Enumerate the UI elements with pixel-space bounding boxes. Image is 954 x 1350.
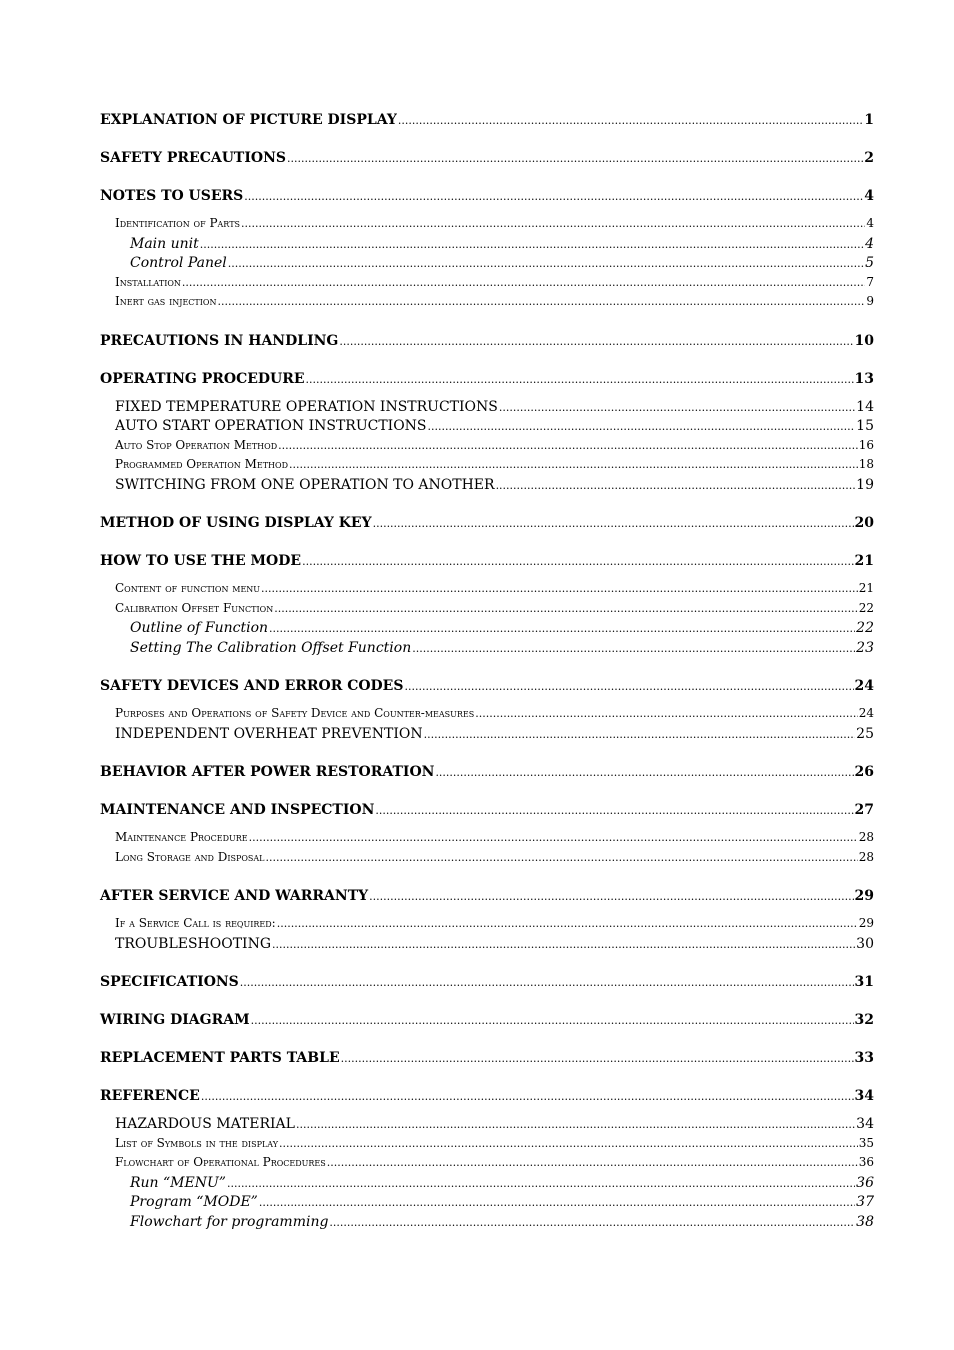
toc-entry-programmed[interactable] (100, 457, 874, 477)
dot-leader (296, 1118, 855, 1131)
toc-entry-title: Long Storage and Disposal (115, 849, 265, 864)
toc-entry-page: 37 (856, 1194, 874, 1210)
toc-entry-page: 32 (854, 1012, 874, 1028)
toc-entry-page: 33 (854, 1050, 874, 1066)
toc-entry-fixed-temperature[interactable] (100, 399, 874, 419)
dot-leader (274, 602, 858, 615)
toc-entry-page: 13 (854, 370, 874, 387)
dot-leader (499, 401, 855, 414)
dot-leader (244, 190, 863, 203)
toc-entry-page: 28 (858, 849, 874, 864)
toc-entry-page: 16 (858, 437, 874, 452)
toc-entry-run-menu[interactable] (100, 1175, 874, 1195)
toc-entry-title: Content of function menu (115, 581, 261, 595)
toc-entry-title: SAFETY DEVICES AND ERROR CODES (100, 678, 404, 694)
toc-entry-title: Purposes and Operations of Safety Device and Counter-measures (115, 706, 475, 720)
toc-entry-title: HAZARDOUS MATERIAL (115, 1116, 295, 1132)
toc-entry-title: Run “MENU” (130, 1174, 226, 1191)
toc-entry-page: 25 (856, 725, 874, 742)
toc-entry-title: REFERENCE (100, 1088, 200, 1104)
toc-entry-hazardous[interactable] (100, 1116, 874, 1136)
dot-leader (424, 728, 856, 741)
toc-entry-overheat[interactable] (100, 726, 874, 746)
toc-entry-reference[interactable] (100, 1088, 874, 1107)
toc-entry-replacement[interactable] (100, 1050, 874, 1069)
toc-entry-page: 4 (864, 188, 874, 204)
toc-entry-page: 22 (858, 600, 874, 615)
toc-entry-title: List of Symbols in the display (115, 1135, 278, 1150)
toc-entry-page: 21 (854, 553, 874, 569)
toc-entry-title: Flowchart for programming (130, 1213, 329, 1230)
toc-entry-page: 24 (858, 706, 874, 720)
toc-entry-maint-procedure[interactable] (100, 830, 874, 850)
toc-entry-page: 19 (856, 476, 874, 493)
dot-leader (496, 479, 856, 492)
dot-leader (398, 114, 863, 127)
toc-entry-page: 15 (856, 418, 874, 434)
toc-entry-page: 26 (854, 764, 874, 780)
dot-leader (217, 295, 865, 308)
dot-leader (228, 257, 864, 270)
toc-entry-title: AFTER SERVICE AND WARRANTY (100, 888, 369, 904)
dot-leader (341, 1052, 854, 1065)
toc-entry-page: 34 (856, 1116, 874, 1132)
toc-entry-title: REPLACEMENT PARTS TABLE (100, 1050, 340, 1066)
toc-entry-title: If a Service Call is required: (115, 916, 276, 930)
toc-entry-safety-devices[interactable] (100, 678, 874, 697)
toc-entry-page: 28 (858, 830, 874, 844)
toc-entry-title: Inert gas injection (115, 294, 217, 308)
toc-entry-wiring[interactable] (100, 1012, 874, 1031)
toc-entry-page: 24 (854, 678, 874, 694)
toc-entry-setting-calibration[interactable] (100, 640, 874, 660)
dot-leader (287, 152, 863, 165)
toc-entry-title: WIRING DIAGRAM (100, 1012, 250, 1028)
toc-entry-title: Calibration Offset Function (115, 600, 274, 615)
toc-entry-title: Installation (115, 274, 181, 289)
toc-entry-program-mode[interactable] (100, 1194, 874, 1214)
table-of-contents (100, 112, 874, 1233)
dot-leader (227, 1177, 855, 1190)
toc-entry-title: AUTO START OPERATION INSTRUCTIONS (115, 418, 427, 434)
toc-entry-page: 30 (856, 935, 874, 952)
dot-leader (259, 1196, 855, 1209)
toc-entry-page: 36 (858, 1155, 874, 1169)
dot-leader (261, 582, 858, 595)
toc-entry-page: 1 (864, 112, 874, 128)
toc-entry-title: OPERATING PROCEDURE (100, 370, 305, 387)
toc-entry-title: Auto Stop Operation Method (115, 437, 278, 452)
dot-leader (251, 1014, 854, 1027)
dot-leader (201, 1090, 854, 1103)
toc-entry-title: Flowchart of Operational Procedures (115, 1155, 326, 1169)
toc-entry-page: 10 (854, 332, 874, 349)
dot-leader (306, 373, 854, 386)
dot-leader (412, 642, 855, 655)
toc-entry-maintenance[interactable] (100, 802, 874, 821)
toc-entry-long-storage[interactable] (100, 850, 874, 870)
toc-entry-notes[interactable] (100, 188, 874, 207)
dot-leader (404, 680, 853, 693)
dot-leader (200, 238, 864, 251)
toc-entry-title: Control Panel (130, 255, 227, 271)
dot-leader (278, 439, 858, 452)
toc-entry-how-mode[interactable] (100, 553, 874, 572)
toc-entry-title: Program “MODE” (130, 1194, 258, 1210)
toc-entry-page: 14 (856, 398, 874, 415)
toc-entry-calibration[interactable] (100, 601, 874, 621)
toc-entry-page: 35 (858, 1135, 874, 1150)
toc-entry-identification[interactable] (100, 216, 874, 236)
dot-leader (327, 1156, 858, 1169)
dot-leader (182, 276, 865, 289)
toc-entry-title: EXPLANATION OF PICTURE DISPLAY (100, 112, 397, 128)
toc-entry-troubleshooting[interactable] (100, 936, 874, 956)
toc-entry-title: METHOD OF USING DISPLAY KEY (100, 515, 372, 531)
toc-entry-title: FIXED TEMPERATURE OPERATION INSTRUCTIONS (115, 398, 498, 415)
toc-entry-page: 9 (866, 294, 874, 308)
toc-entry-page: 27 (854, 802, 874, 818)
toc-entry-control-panel[interactable] (100, 255, 874, 275)
dot-leader (279, 1137, 858, 1150)
toc-entry-title: SPECIFICATIONS (100, 974, 239, 990)
dot-leader (277, 917, 858, 930)
toc-entry-page: 31 (854, 974, 874, 990)
toc-entry-behavior[interactable] (100, 764, 874, 783)
toc-entry-page: 23 (856, 639, 874, 656)
toc-entry-explanation[interactable] (100, 112, 874, 131)
dot-leader (269, 622, 855, 635)
toc-entry-main-unit[interactable] (100, 236, 874, 256)
toc-entry-page: 29 (854, 888, 874, 904)
toc-entry-symbols[interactable] (100, 1136, 874, 1156)
toc-entry-title: Setting The Calibration Offset Function (130, 639, 412, 656)
toc-entry-page: 2 (864, 150, 874, 166)
toc-entry-after-service[interactable] (100, 888, 874, 907)
toc-entry-title: PRECAUTIONS IN HANDLING (100, 332, 339, 349)
toc-entry-flowchart-ops[interactable] (100, 1155, 874, 1175)
toc-entry-page: 7 (866, 274, 874, 289)
toc-entry-title: HOW TO USE THE MODE (100, 553, 302, 569)
toc-entry-switching[interactable] (100, 477, 874, 497)
toc-entry-purposes[interactable] (100, 706, 874, 726)
toc-entry-precautions-handling[interactable] (100, 333, 874, 352)
toc-entry-title: NOTES TO USERS (100, 188, 244, 204)
dot-leader (289, 458, 858, 471)
dot-leader (265, 851, 857, 864)
toc-entry-page: 22 (856, 620, 874, 636)
toc-entry-title: MAINTENANCE AND INSPECTION (100, 802, 375, 818)
dot-leader (475, 707, 858, 720)
toc-entry-page: 29 (858, 916, 874, 930)
toc-entry-page: 34 (854, 1088, 874, 1104)
dot-leader (428, 420, 856, 433)
dot-leader (241, 217, 865, 230)
toc-entry-title: Outline of Function (130, 620, 269, 636)
toc-entry-auto-stop[interactable] (100, 438, 874, 458)
toc-entry-page: 4 (865, 235, 874, 252)
dot-leader (373, 517, 854, 530)
toc-entry-title: Maintenance Procedure (115, 830, 248, 844)
toc-entry-title: TROUBLESHOOTING (115, 935, 272, 952)
toc-entry-title: Identification of Parts (115, 216, 241, 230)
toc-entry-page: 20 (854, 515, 874, 531)
toc-entry-display-key[interactable] (100, 515, 874, 534)
toc-entry-title: INDEPENDENT OVERHEAT PREVENTION (115, 725, 423, 742)
toc-entry-content-menu[interactable] (100, 581, 874, 601)
dot-leader (375, 804, 853, 817)
toc-entry-title: BEHAVIOR AFTER POWER RESTORATION (100, 764, 435, 780)
toc-entry-installation[interactable] (100, 275, 874, 295)
toc-entry-title: Programmed Operation Method (115, 457, 289, 471)
toc-entry-specifications[interactable] (100, 974, 874, 993)
dot-leader (339, 335, 853, 348)
toc-entry-inert-gas[interactable] (100, 294, 874, 314)
toc-entry-title: Main unit (130, 235, 199, 252)
toc-entry-page: 18 (858, 457, 874, 471)
toc-entry-page: 4 (866, 216, 874, 230)
toc-entry-page: 5 (865, 255, 874, 271)
toc-entry-page: 21 (858, 581, 874, 595)
toc-entry-auto-start[interactable] (100, 418, 874, 438)
dot-leader (240, 976, 854, 989)
dot-leader (369, 890, 853, 903)
toc-entry-service-call[interactable] (100, 916, 874, 936)
toc-entry-flowchart-prog[interactable] (100, 1214, 874, 1234)
dot-leader (435, 766, 853, 779)
toc-entry-page: 38 (856, 1213, 874, 1230)
dot-leader (272, 938, 855, 951)
toc-entry-operating-procedure[interactable] (100, 371, 874, 390)
toc-entry-title: SWITCHING FROM ONE OPERATION TO ANOTHER (115, 476, 495, 493)
toc-entry-title: SAFETY PRECAUTIONS (100, 150, 286, 166)
dot-leader (329, 1216, 855, 1229)
toc-entry-outline[interactable] (100, 620, 874, 640)
dot-leader (302, 555, 853, 568)
toc-entry-safety[interactable] (100, 150, 874, 169)
toc-entry-page: 36 (856, 1174, 874, 1191)
dot-leader (249, 831, 858, 844)
